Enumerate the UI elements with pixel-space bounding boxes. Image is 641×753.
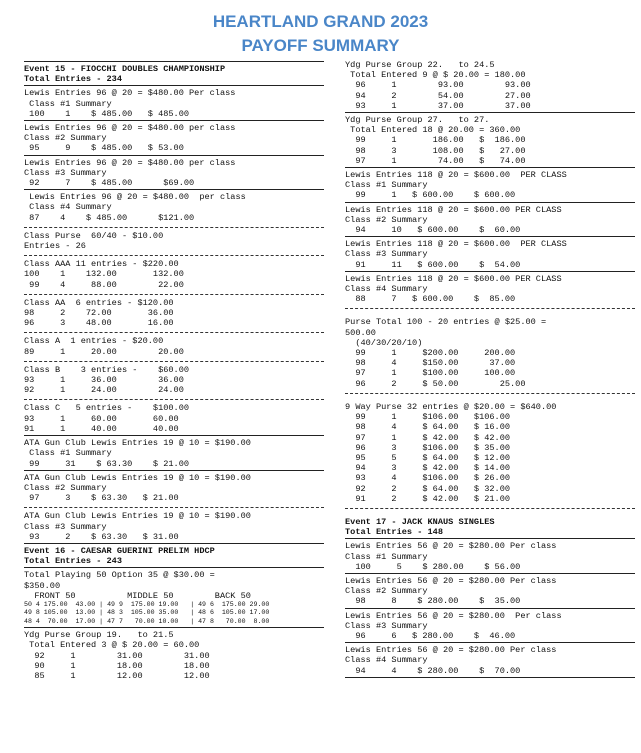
page-subtitle: PAYOFF SUMMARY xyxy=(241,36,400,55)
event-16-header: Event 16 - CAESAR GUERINI PRELIM HDCP Total Entries - 243 xyxy=(24,545,215,567)
divider xyxy=(345,236,635,237)
class-b: Class B 3 entries - $60.00 93 1 36.00 36.00 92 1 24.00 24.00 xyxy=(24,364,190,396)
event-15-class-3: Lewis Entries 96 @ 20 = $480.00 per class Class #3 Summary 92 7 $ 485.00 $69.00 xyxy=(24,157,236,189)
divider xyxy=(24,435,324,436)
right-column xyxy=(345,60,635,680)
divider xyxy=(345,167,635,168)
divider xyxy=(345,202,635,203)
divider xyxy=(345,608,635,609)
purse-total: Purse Total 100 - 20 entries @ $25.00 = 500.00 (40/30/20/10) 99 1 $200.00 200.00 98 4 $150.00 37.00 97 1 $100.00 100.00 96 2 $ 50.00 25.00 xyxy=(345,317,547,389)
dashed-divider xyxy=(24,294,324,295)
ata-class-2: ATA Gun Club Lewis Entries 19 @ 10 = $190.00 Class #2 Summary 97 3 $ 63.30 $ 21.00 xyxy=(24,472,251,504)
class-aa: Class AA 6 entries - $120.00 98 2 72.00 36.00 96 3 48.00 16.00 xyxy=(24,297,174,329)
class-purse: Class Purse 60/40 - $10.00 Entries - 26 xyxy=(24,230,164,252)
divider xyxy=(24,567,324,568)
divider xyxy=(345,677,635,678)
event-15-class-2: Lewis Entries 96 @ 20 = $480.00 per class Class #2 Summary 95 9 $ 485.00 $ 53.00 xyxy=(24,123,236,154)
dashed-divider xyxy=(345,308,635,309)
divider xyxy=(345,112,635,113)
event-15-class-1: Lewis Entries 96 @ 20 = $480.00 Per class Class #1 Summary 100 1 $ 485.00 $ 485.00 xyxy=(24,88,236,119)
right-class-2: Lewis Entries 118 @ 20 = $600.00 PER CLASS Class #2 Summary 94 10 $ 600.00 $ 60.00 xyxy=(345,204,562,236)
divider xyxy=(24,543,324,544)
ydg-group-22: Ydg Purse Group 22. to 24.5 Total Entered 9 @ $ 20.00 = 180.00 96 1 93.00 93.00 94 2 54.00 27.00 93 1 37.00 37.00 xyxy=(345,60,531,111)
dashed-divider xyxy=(24,507,324,508)
divider xyxy=(24,189,324,190)
event-17-class-2: Lewis Entries 56 @ 20 = $280.00 Per class Class #2 Summary 98 8 $ 280.00 $ 35.00 xyxy=(345,575,557,607)
event-17-class-4: Lewis Entries 56 @ 20 = $280.00 Per class Class #4 Summary 94 4 $ 280.00 $ 70.00 xyxy=(345,645,557,676)
dashed-divider xyxy=(24,361,324,362)
divider xyxy=(24,120,324,121)
event-15-class-4: Lewis Entries 96 @ 20 = $480.00 per class Class #4 Summary 87 4 $ 485.00 $121.00 xyxy=(29,192,246,223)
event-17-class-3: Lewis Entries 56 @ 20 = $280.00 Per class Class #3 Summary 96 6 $ 280.00 $ 46.00 xyxy=(345,610,562,641)
class-a: Class A 1 entries - $20.00 89 1 20.00 20.00 xyxy=(24,336,184,357)
ata-class-3: ATA Gun Club Lewis Entries 19 @ 10 = $190.00 Class #3 Summary 93 2 $ 63.30 $ 31.00 xyxy=(24,511,251,542)
ydg-group-27: Ydg Purse Group 27. to 27. Total Entered 18 @ 20.00 = 360.00 99 1 186.00 $ 186.00 98 3 108.00 $ 27.00 97 1 74.00 $ 74.00 xyxy=(345,115,526,166)
right-class-3: Lewis Entries 118 @ 20 = $600.00 PER CLASS Class #3 Summary 91 11 $ 600.00 $ 54.00 xyxy=(345,239,567,270)
ydg-group-19: Ydg Purse Group 19. to 21.5 Total Entered 3 @ $ 20.00 = 60.00 92 1 31.00 31.00 90 1 18.00 18.00 85 1 12.00 12.00 xyxy=(24,630,210,681)
right-class-4: Lewis Entries 118 @ 20 = $600.00 PER CLASS Class #4 Summary 88 7 $ 600.00 $ 85.00 xyxy=(345,273,562,305)
event-17-header: Event 17 - JACK KNAUS SINGLES Total Entries - 148 xyxy=(345,516,495,538)
divider xyxy=(345,642,635,643)
divider xyxy=(345,573,635,574)
right-class-1: Lewis Entries 118 @ 20 = $600.00 PER CLASS Class #1 Summary 99 1 $ 600.00 $ 600.00 xyxy=(345,170,567,201)
divider xyxy=(24,61,324,62)
dashed-divider xyxy=(345,508,635,509)
page-title: HEARTLAND GRAND 2023 xyxy=(212,12,429,31)
class-aaa: Class AAA 11 entries - $220.00 100 1 132.00 132.00 99 4 88.00 22.00 xyxy=(24,259,184,290)
event-15-header: Event 15 - FIOCCHI DOUBLES CHAMPIONSHIP Total Entries - 234 xyxy=(24,64,226,85)
class-c: Class C 5 entries - $100.00 93 1 60.00 60.00 91 1 40.00 40.00 xyxy=(24,403,190,434)
dashed-divider xyxy=(24,399,324,400)
divider xyxy=(24,155,324,156)
divider xyxy=(345,271,635,272)
dashed-divider xyxy=(24,255,324,256)
divider xyxy=(24,627,324,628)
dashed-divider xyxy=(24,227,324,228)
divider xyxy=(24,85,324,86)
front-middle-back-header: FRONT 50 MIDDLE 50 BACK 50 xyxy=(24,590,251,601)
divider xyxy=(345,538,635,539)
left-column xyxy=(24,60,324,681)
dashed-divider xyxy=(24,332,324,333)
divider xyxy=(24,470,324,471)
dashed-divider xyxy=(345,393,635,394)
front-middle-back-rows: 50 4 175.00 43.00 | 49 9 175.00 19.00 | 49 6 175.00 29.00 49 8 105.00 13.00 | 48 3 105.00 35.00 | 48 6 105.00 17.00 48 4 70.00 17.00 | 47 7 70.00 10.00 | 47 8 70.00 8.00 xyxy=(24,600,270,625)
event-17-class-1: Lewis Entries 56 @ 20 = $280.00 Per class Class #1 Summary 100 5 $ 280.00 $ 56.00 xyxy=(345,541,557,572)
nine-way-purse: 9 Way Purse 32 entries @ $20.00 = $640.00 99 1 $106.00 $106.00 98 4 $ 64.00 $ 16.00 97 1 $ 42.00 $ 42.00 96 3 $106.00 $ 35.00 95 5 $ 64.00 $ 12.00 94 3 $ 42.00 $ 14.00 93 4 $106.00 $ 26.00 92 2 $ 64.00 $ 32.00 91 2 $ 42.00 $ 21.00 xyxy=(345,401,557,504)
event-16-total: Total Playing 50 Option 35 @ $30.00 = $350.00 xyxy=(24,570,215,591)
ata-class-1: ATA Gun Club Lewis Entries 19 @ 10 = $190.00 Class #1 Summary 99 31 $ 63.30 $ 21.00 xyxy=(24,438,251,469)
